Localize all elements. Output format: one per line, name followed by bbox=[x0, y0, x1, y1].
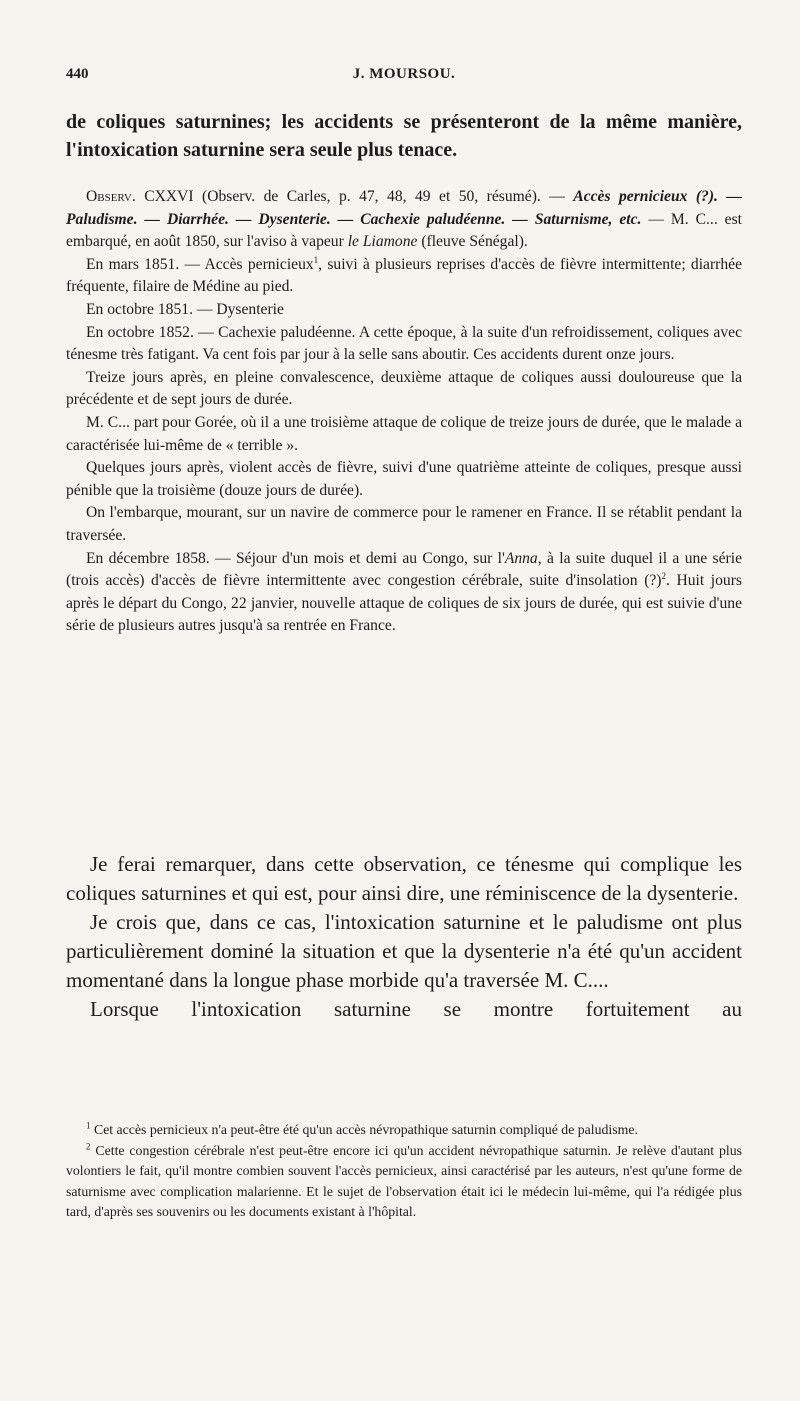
commentary bbox=[66, 850, 742, 1024]
footnote-2 bbox=[66, 1141, 742, 1223]
intro-paragraph: de coliques saturnines; les accidents se présenteront de la même manière, l'intoxication saturnine sera seule plus tenace. bbox=[66, 111, 742, 161]
observation-entry: On l'embarque, mourant, sur un navire de commerce pour le ramener en France. Il se rétablit pendant la traversée. bbox=[66, 504, 742, 544]
observation-label: Observ. bbox=[86, 188, 136, 205]
observation-title: Accès pernicieux (?). — Paludisme. — Diarrhée. — Dysenterie. — Cachexie paludéenne. — Saturnisme, etc. bbox=[66, 188, 742, 228]
running-header bbox=[66, 66, 742, 90]
ship-name: le Liamone bbox=[347, 233, 418, 251]
observation-entry: En octobre 1852. — Cachexie paludéenne. A cette époque, à la suite d'un refroidissement, coliques avec ténesme très fatigant. Va cent fois par jour à la selle sans aboutir. Ces accidents durent onze jours. bbox=[66, 323, 742, 364]
observation-entry: Treize jours après, en pleine convalescence, deuxième attaque de coliques aussi douloureuse que la précédente et de sept jours de durée. bbox=[66, 368, 742, 409]
observation-entry: M. C... part pour Gorée, où il a une troisième attaque de colique de treize jours de durée, que le malade a caractérisée lui-même de « terrible ». bbox=[66, 413, 742, 454]
observation-block bbox=[66, 186, 742, 638]
observation-entry: En octobre 1851. — Dysenterie bbox=[86, 300, 284, 318]
commentary-paragraph: Je ferai remarquer, dans cette observation, ce ténesme qui complique les coliques saturnines et qui est, pour ainsi dire, une réminiscence de la dysenterie. bbox=[66, 852, 742, 905]
observation-entry bbox=[66, 254, 742, 299]
observation-first-rest: — M. C... est embarqué, en août 1850, sur l'aviso à vapeur bbox=[66, 210, 742, 251]
commentary-paragraph: Je crois que, dans ce cas, l'intoxication saturnine et le paludisme ont plus particulièrement dominé la situation et que la dysenterie n'a été qu'un accident momentané dans la longue phase morbide qu'a traversée M. C.... bbox=[66, 910, 742, 992]
entry-text: , à la suite duquel il a une série (trois accès) d'accès de fièvre intermittente avec congestion cérébrale, suite d'insolation (?) bbox=[66, 549, 742, 590]
entry-text: En mars 1851. — Accès pernicieux bbox=[86, 255, 314, 273]
page-number: 440 bbox=[66, 66, 89, 82]
footnote-text: Cette congestion cérébrale n'est peut-être encore ici qu'un accident névropathique saturnin. Je relève d'autant plus volontiers le fait, qu'il montre combien souvent l'accès pernicieux, ainsi caractérisé par les auteurs, n'est qu'une forme de saturnisme avec complication malarienne. Et le sujet de l'observation était ici le médecin lui-même, qui l'a rédigée plus tard, d'après ses souvenirs ou les documents existant à l'hôpital. bbox=[66, 1142, 742, 1219]
entry-text: , suivi à plusieurs reprises d'accès de fièvre intermittente; diarrhée fréquente, filaire de Médine au pied. bbox=[66, 255, 742, 296]
footnote-1 bbox=[66, 1120, 742, 1141]
running-title: J. MOURSOU. bbox=[352, 66, 456, 82]
entry-text: En décembre 1858. — Séjour d'un mois et demi au Congo, sur l' bbox=[86, 549, 505, 567]
observation-entry: Quelques jours après, violent accès de fièvre, suivi d'une quatrième atteinte de coliques, presque aussi pénible que la troisième (douze jours de durée). bbox=[66, 459, 742, 499]
observation-first-end: (fleuve Sénégal). bbox=[417, 233, 528, 251]
commentary-paragraph: Lorsque l'intoxication saturnine se montre fortuitement au bbox=[90, 997, 742, 1021]
footnote-text: Cet accès pernicieux n'a peut-être été qu'un accès névropathique saturnin compliqué de paludisme. bbox=[90, 1122, 638, 1137]
footnote-ref-1: 1 bbox=[313, 254, 319, 265]
observation-lead: CXXVI (Observ. de Carles, p. 47, 48, 49 et 50, résumé). — bbox=[144, 188, 574, 205]
observation-entry bbox=[66, 548, 742, 638]
footnote-ref-2: 2 bbox=[661, 570, 666, 581]
ship-name-anna: Anna bbox=[504, 549, 538, 567]
footnotes bbox=[66, 1120, 742, 1223]
observation-heading bbox=[66, 186, 742, 254]
entry-text: . Huit jours après le départ du Congo, 22 janvier, nouvelle attaque de coliques de six jours de durée, qui est suivie d'une série de plusieurs autres jusqu'à sa rentrée en France. bbox=[66, 572, 742, 635]
footnote-mark: 1 bbox=[86, 1120, 91, 1131]
footnote-mark: 2 bbox=[86, 1140, 91, 1151]
